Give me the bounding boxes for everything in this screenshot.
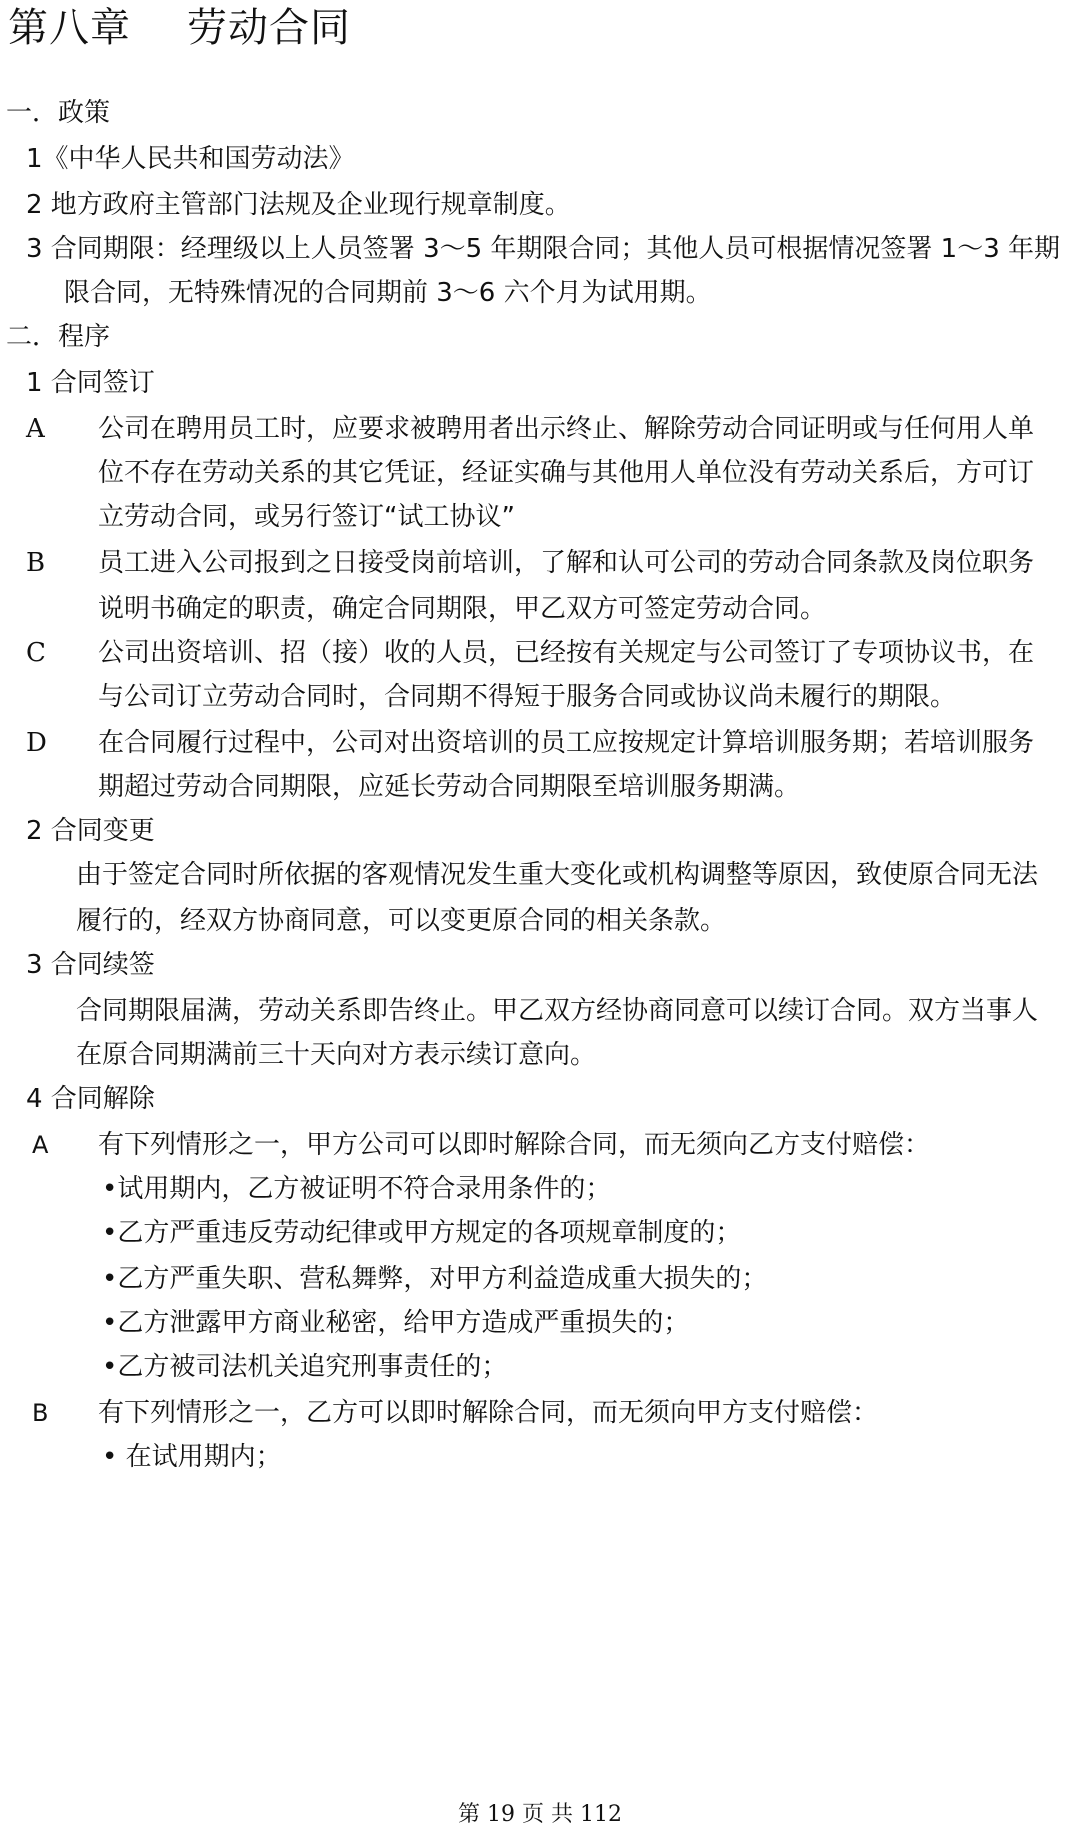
subsection-contract-termination: 4 合同解除 <box>26 1084 155 1114</box>
renewal-line-1: 合同期限届满，劳动关系即告终止。甲乙双方经协商同意可以续订合同。双方当事人 <box>76 996 1039 1026</box>
policy-item-1: 1《中华人民共和国劳动法》 <box>26 144 355 174</box>
termination-a-bullet-4: •乙方泄露甲方商业秘密，给甲方造成严重损失的； <box>102 1308 690 1338</box>
policy-item-3-line-1: 3 合同期限：经理级以上人员签署 3～5 年期限合同；其他人员可根据情况签署 1～3 年期 <box>26 234 1061 264</box>
item-marker-c: C <box>26 638 46 668</box>
signing-a-line-3: 立劳动合同，或另行签订“试工协议” <box>98 502 515 532</box>
termination-a-bullet-2: •乙方严重违反劳动纪律或甲方规定的各项规章制度的； <box>102 1218 742 1248</box>
change-line-2: 履行的，经双方协商同意，可以变更原合同的相关条款。 <box>76 906 727 936</box>
signing-a-line-1: 公司在聘用员工时，应要求被聘用者出示终止、解除劳动合同证明或与任何用人单 <box>98 414 1035 444</box>
subsection-contract-renewal: 3 合同续签 <box>26 950 155 980</box>
signing-d-line-2: 期超过劳动合同期限，应延长劳动合同期限至培训服务期满。 <box>98 772 801 802</box>
policy-item-2: 2 地方政府主管部门法规及企业现行规章制度。 <box>26 190 571 220</box>
termination-a-bullet-3: •乙方严重失职、营私舞弊，对甲方利益造成重大损失的； <box>102 1264 768 1294</box>
item-marker-b: B <box>26 548 46 578</box>
termination-a-bullet-5: •乙方被司法机关追究刑事责任的； <box>102 1352 508 1382</box>
chapter-number: 第八章 <box>8 5 131 51</box>
renewal-line-2: 在原合同期满前三十天向对方表示续订意向。 <box>76 1040 597 1070</box>
signing-c-line-1: 公司出资培训、招（接）收的人员，已经按有关规定与公司签订了专项协议书，在 <box>98 638 1035 668</box>
chapter-name: 劳动合同 <box>187 5 351 51</box>
subsection-contract-signing: 1 合同签订 <box>26 368 155 398</box>
signing-b-line-2: 说明书确定的职责，确定合同期限，甲乙双方可签定劳动合同。 <box>98 594 827 624</box>
item-marker-d: D <box>26 728 47 758</box>
termination-a-bullet-1: •试用期内，乙方被证明不符合录用条件的； <box>102 1174 612 1204</box>
termination-b-bullet-1: • 在试用期内； <box>102 1442 282 1472</box>
signing-a-line-2: 位不存在劳动关系的其它凭证，经证实确与其他用人单位没有劳动关系后，方可订 <box>98 458 1035 488</box>
page-footer: 第 19 页 共 112 <box>458 1802 622 1827</box>
policy-item-3-line-2: 限合同，无特殊情况的合同期前 3～6 六个月为试用期。 <box>64 278 712 308</box>
signing-d-line-1: 在合同履行过程中，公司对出资培训的员工应按规定计算培训服务期；若培训服务 <box>98 728 1035 758</box>
termination-a-intro: 有下列情形之一，甲方公司可以即时解除合同，而无须向乙方支付赔偿： <box>98 1130 931 1160</box>
subsection-contract-change: 2 合同变更 <box>26 816 155 846</box>
item-marker-b: B <box>32 1399 49 1427</box>
section-heading-procedure: 二．程序 <box>6 322 111 352</box>
signing-c-line-2: 与公司订立劳动合同时，合同期不得短于服务合同或协议尚未履行的期限。 <box>98 682 957 712</box>
item-marker-a: A <box>32 1131 49 1159</box>
signing-b-line-1: 员工进入公司报到之日接受岗前培训，了解和认可公司的劳动合同条款及岗位职务 <box>98 548 1035 578</box>
termination-b-intro: 有下列情形之一，乙方可以即时解除合同，而无须向甲方支付赔偿： <box>98 1398 879 1428</box>
change-line-1: 由于签定合同时所依据的客观情况发生重大变化或机构调整等原因，致使原合同无法 <box>76 860 1039 890</box>
section-heading-policy: 一．政策 <box>6 98 111 128</box>
item-marker-a: A <box>26 414 45 444</box>
chapter-title <box>8 2 351 54</box>
